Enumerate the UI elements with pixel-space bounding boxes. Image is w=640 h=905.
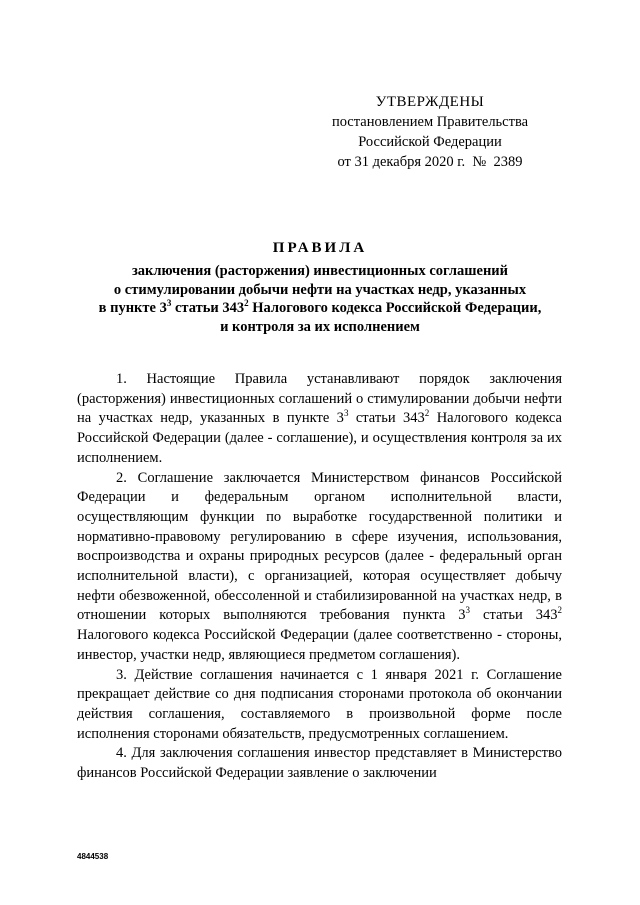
document-title: ПРАВИЛА bbox=[272, 240, 368, 256]
approval-block bbox=[330, 92, 530, 172]
paragraph-2 bbox=[77, 469, 562, 666]
superscript: 3 bbox=[166, 298, 172, 308]
approval-date-line: от 31 декабря 2020 г. № 2389 bbox=[337, 154, 523, 170]
paragraph-4: 4. Для заключения соглашения инвестор представляет в Министерство финансов Российской Федерации заявление о заключении bbox=[77, 745, 562, 782]
subtitle-text: Налогового кодекса Российской Федерации, bbox=[248, 300, 542, 316]
paragraph-text: 1. Настоящие Правила устанавливают порядок заключения (расторжения) инвестиционных соглашений о стимулировании добычи нефти на участках недр, указанных в пункте 3 bbox=[77, 371, 562, 427]
superscript: 2 bbox=[244, 298, 249, 308]
subtitle-line: и контроля за их исполнением bbox=[220, 318, 420, 335]
superscript: 2 bbox=[557, 605, 562, 616]
document-code: 4844538 bbox=[77, 852, 109, 861]
approval-heading: УТВЕРЖДЕНЫ bbox=[375, 94, 485, 110]
subtitle-line bbox=[80, 299, 560, 318]
paragraph-text: Налогового кодекса Российской Федерации (далее - соглашение), и осуществления контроля за их исполнением. bbox=[77, 410, 562, 466]
subtitle-line: заключения (расторжения) инвестиционных соглашений bbox=[131, 263, 509, 279]
document-subtitle bbox=[80, 262, 560, 336]
subtitle-line: о стимулировании добычи нефти на участках недр, указанных bbox=[113, 281, 527, 298]
approval-line: постановлением Правительства bbox=[331, 114, 529, 130]
superscript: 3 bbox=[465, 605, 471, 616]
paragraph-text: статьи 343 bbox=[348, 410, 425, 427]
approval-line: Российской Федерации bbox=[358, 134, 502, 150]
superscript: 3 bbox=[343, 408, 349, 419]
subtitle-text: статьи 343 bbox=[171, 300, 245, 316]
paragraph-text: 2. Соглашение заключается Министерством финансов Российской Федерации и федеральным органом исполнительной власти, осуществляющим функции по выработке государственной политики и нормативно-правовому регулированию в сфере изучения, использования, воспроизводства и охраны природных ресурсов (далее - федеральный орган исполнительной власти), с организацией, которая осуществляет добычу нефти обезвоженной, обессоленной и стабилизированной на участках недр, в отношении которых выполняются требования пункта 3 bbox=[77, 469, 562, 624]
subtitle-text: в пункте 3 bbox=[98, 300, 167, 316]
document-body bbox=[77, 370, 562, 784]
superscript: 2 bbox=[424, 408, 430, 419]
paragraph-3: 3. Действие соглашения начинается с 1 января 2021 г. Соглашение прекращает действие со дня подписания сторонами протокола об окончании действия соглашения, составляемого в произвольной форме после исполнения сторонами обязательств, предусмотренных соглашением. bbox=[77, 666, 562, 742]
paragraph-text: статьи 343 bbox=[470, 607, 558, 624]
paragraph-1 bbox=[77, 370, 562, 469]
paragraph-text: Налогового кодекса Российской Федерации (далее соответственно - стороны, инвестор, участки недр, являющиеся предметом соглашения). bbox=[77, 627, 562, 663]
